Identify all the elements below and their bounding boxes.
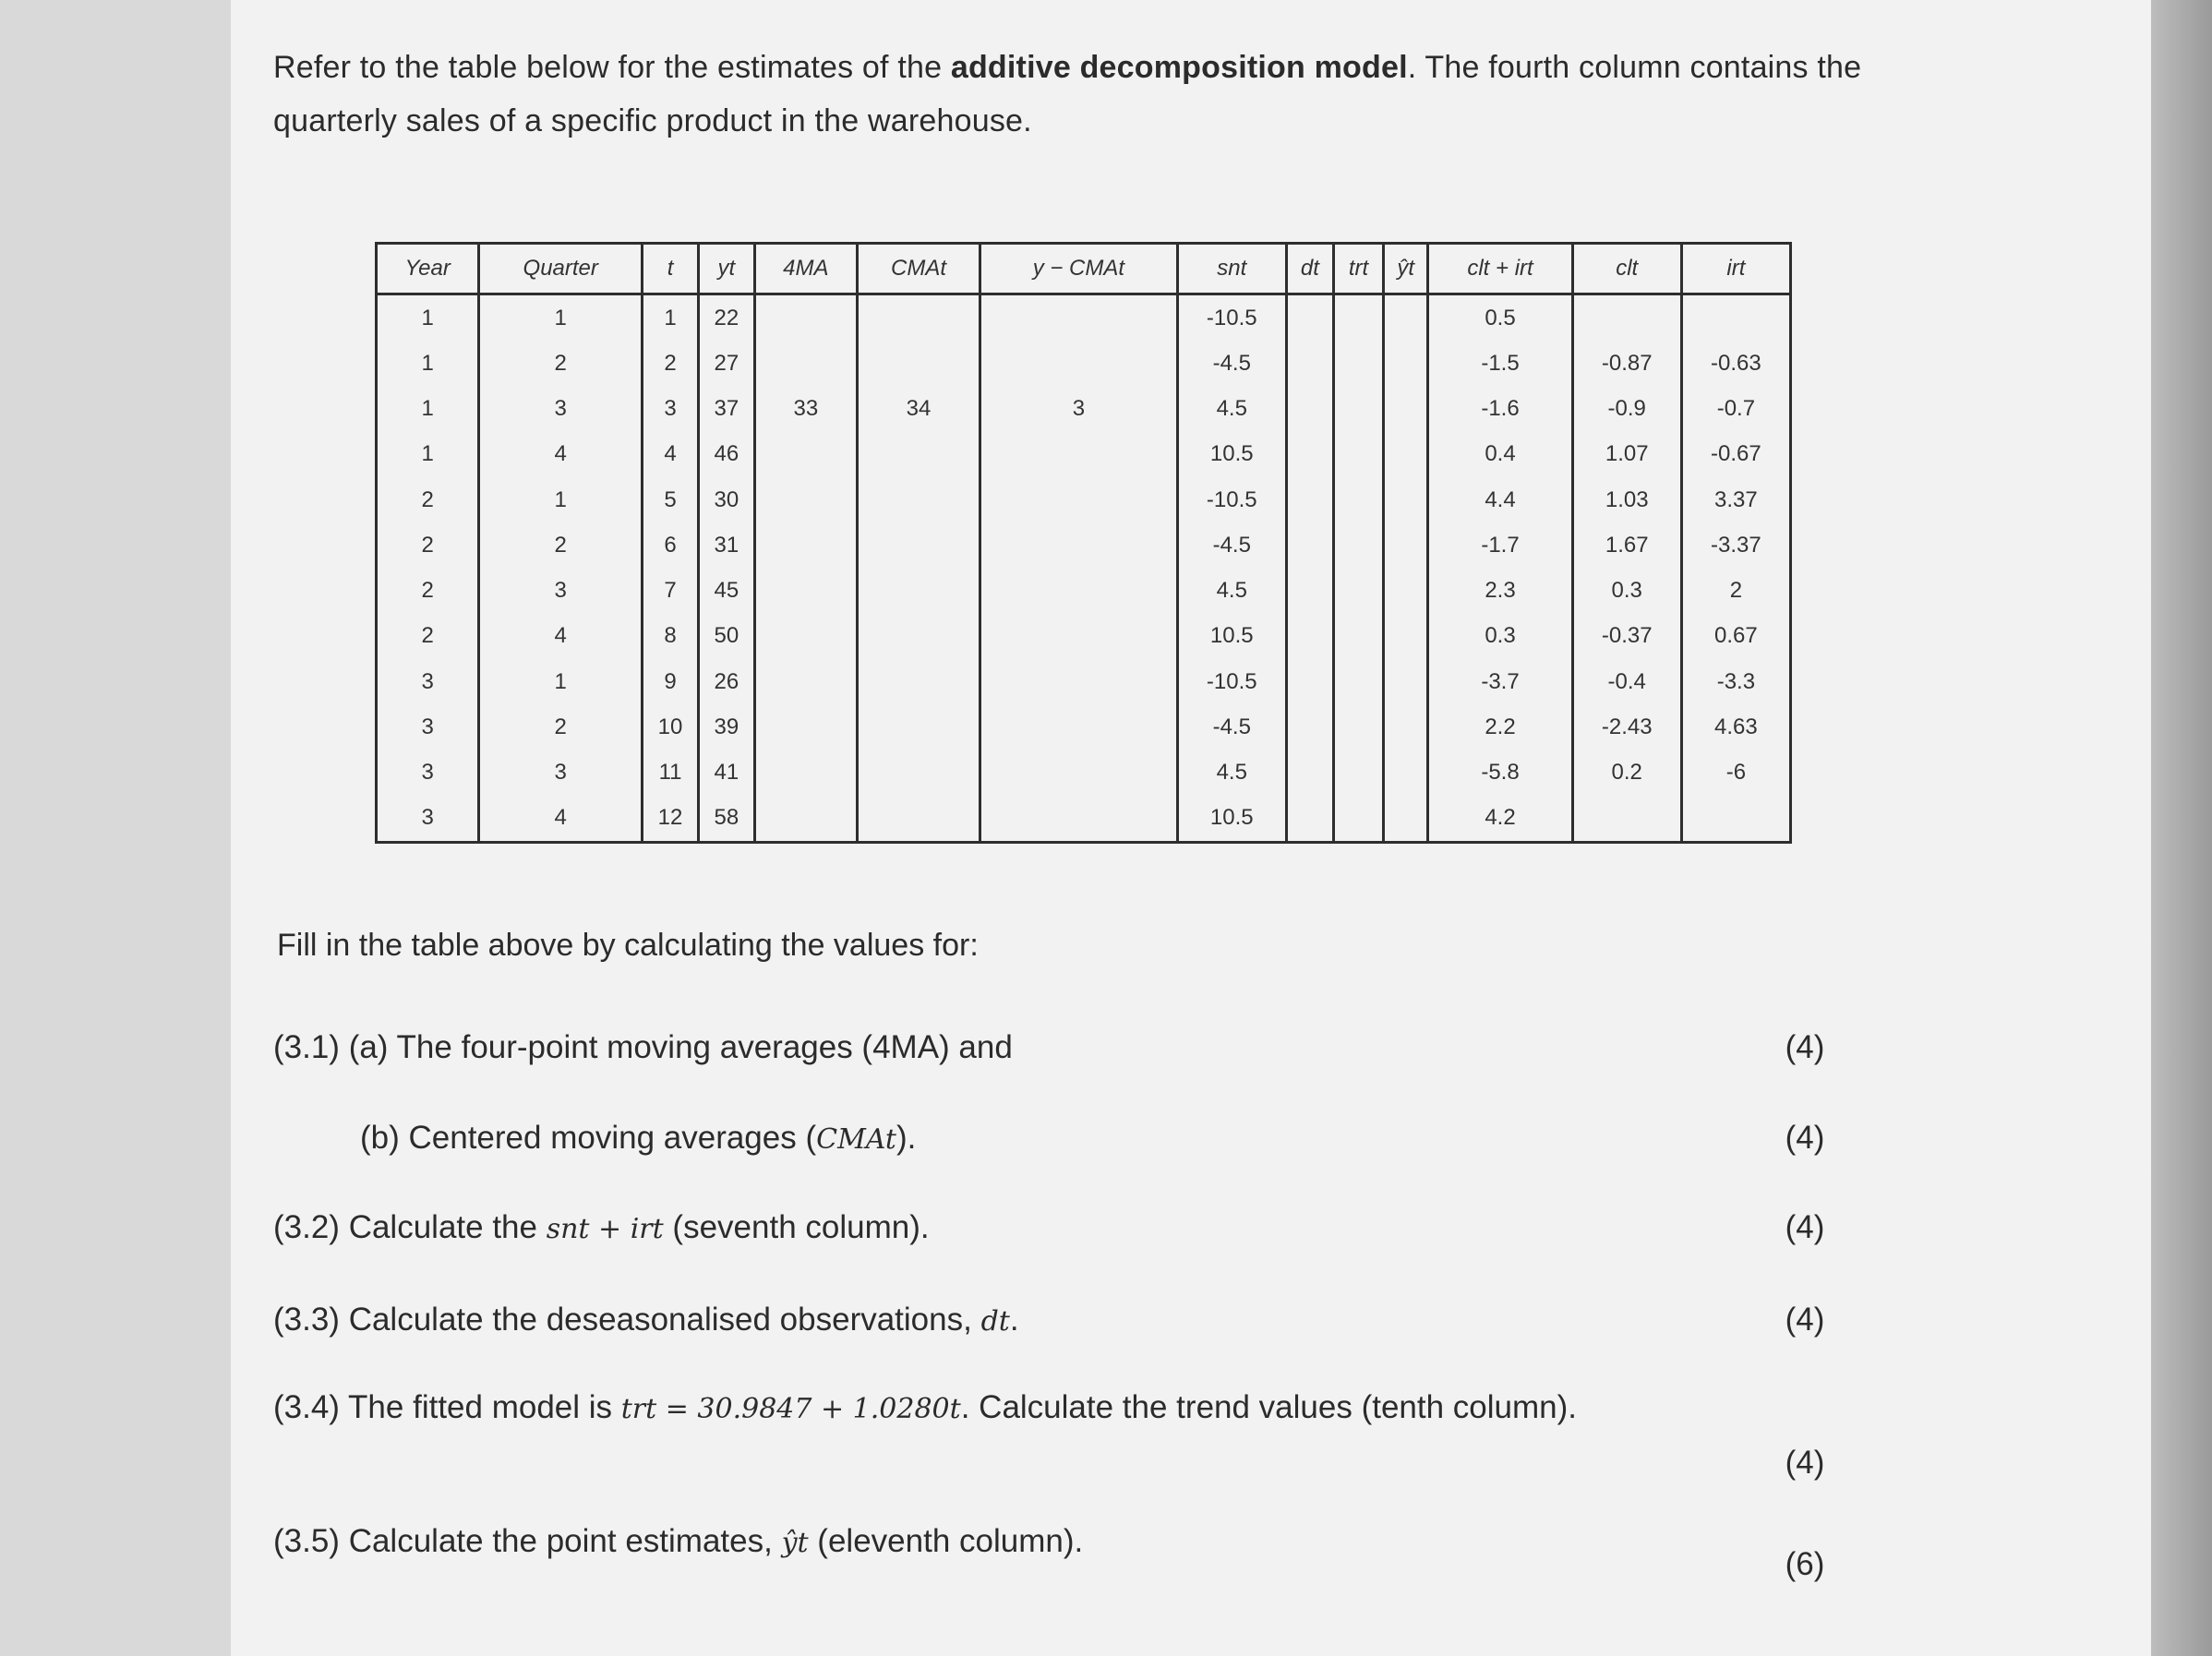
table-cell: -0.7 [1681, 386, 1790, 431]
table-row [377, 386, 1791, 431]
table-cell: 41 [698, 750, 754, 795]
table-cell: 1 [377, 386, 479, 431]
table-cell: 2.3 [1428, 568, 1572, 613]
table-row [377, 432, 1791, 477]
table-row [377, 522, 1791, 568]
table-cell: 1 [479, 477, 643, 522]
table-cell [754, 341, 857, 386]
question-marks: (4) [1785, 1302, 1825, 1338]
table-cell: 4.63 [1681, 704, 1790, 750]
table-cell: -1.6 [1428, 386, 1572, 431]
table-cell [754, 796, 857, 843]
question-text-end: . Calculate the trend values (tenth column). [960, 1389, 1578, 1425]
table-cell [858, 294, 980, 342]
table-cell: 0.3 [1572, 568, 1681, 613]
column-header: CMAt [858, 244, 980, 294]
table-cell: 2 [479, 522, 643, 568]
table-cell: 3 [643, 386, 699, 431]
table-cell: 3 [377, 796, 479, 843]
table-cell: 1 [479, 659, 643, 704]
column-header: trt [1334, 244, 1384, 294]
table-cell: -4.5 [1177, 704, 1286, 750]
table-cell: 33 [754, 386, 857, 431]
table-row [377, 659, 1791, 704]
table-row [377, 294, 1791, 342]
table-cell: 7 [643, 568, 699, 613]
table-cell: -10.5 [1177, 294, 1286, 342]
table-cell [754, 432, 857, 477]
question-marks: (4) [1785, 1209, 1825, 1245]
table-cell: 31 [698, 522, 754, 568]
question-4 [273, 1292, 1713, 1350]
question-3 [273, 1200, 1713, 1257]
table-cell: -4.5 [1177, 341, 1286, 386]
table-cell: 3 [377, 659, 479, 704]
table-cell: 1.67 [1572, 522, 1681, 568]
question-text: (3.2) Calculate the [273, 1209, 547, 1245]
table-cell: -2.43 [1572, 704, 1681, 750]
table-cell: -4.5 [1177, 522, 1286, 568]
table-cell [858, 614, 980, 659]
table-cell: 0.2 [1572, 750, 1681, 795]
table-cell: 2 [479, 704, 643, 750]
question-text-end: (seventh column). [663, 1209, 930, 1245]
table-cell: -3.3 [1681, 659, 1790, 704]
table-cell: 2 [377, 477, 479, 522]
question-marks: (4) [1785, 1120, 1825, 1156]
table-cell: 10.5 [1177, 796, 1286, 843]
table-cell: -0.87 [1572, 341, 1681, 386]
table-cell [858, 704, 980, 750]
question-math: ŷt [781, 1527, 809, 1559]
column-header: irt [1681, 244, 1790, 294]
question-1 [273, 1020, 1713, 1077]
column-header: snt [1177, 244, 1286, 294]
table-cell [858, 659, 980, 704]
table-body [377, 294, 1791, 843]
table-cell: 34 [858, 386, 980, 431]
table-cell: 3 [479, 386, 643, 431]
table-cell [1286, 659, 1333, 704]
table-cell: 2.2 [1428, 704, 1572, 750]
column-header: clt + irt [1428, 244, 1572, 294]
table-cell: 4.5 [1177, 568, 1286, 613]
table-cell [754, 704, 857, 750]
table-cell [754, 659, 857, 704]
table-cell [1383, 796, 1427, 843]
table-cell [1383, 522, 1427, 568]
table-cell: 2 [643, 341, 699, 386]
table-cell: 50 [698, 614, 754, 659]
table-cell [1383, 704, 1427, 750]
table-cell: 9 [643, 659, 699, 704]
table-cell: 12 [643, 796, 699, 843]
table-cell [1572, 796, 1681, 843]
table-cell: 1 [377, 341, 479, 386]
table-cell [1286, 704, 1333, 750]
table-cell: 1.03 [1572, 477, 1681, 522]
table-cell: 4 [479, 432, 643, 477]
intro-bold-term: additive decomposition model [950, 50, 1408, 85]
table-cell: 1 [643, 294, 699, 342]
table-cell: 2 [1681, 568, 1790, 613]
question-text: (3.3) Calculate the deseasonalised observations, [273, 1302, 981, 1338]
table-cell [754, 568, 857, 613]
table-cell [1334, 750, 1384, 795]
table-cell: -3.7 [1428, 659, 1572, 704]
table-cell [1334, 386, 1384, 431]
table-cell [1681, 294, 1790, 342]
table-row [377, 796, 1791, 843]
table-cell [1286, 341, 1333, 386]
table-cell [1572, 294, 1681, 342]
table-cell [980, 522, 1178, 568]
table-cell: -0.37 [1572, 614, 1681, 659]
table-cell [980, 294, 1178, 342]
table-cell [1383, 432, 1427, 477]
table-cell [754, 477, 857, 522]
column-header: 4MA [754, 244, 857, 294]
question-text-end: ). [896, 1120, 917, 1156]
column-header: ŷt [1383, 244, 1427, 294]
table-cell: 4.4 [1428, 477, 1572, 522]
question-math: dt [980, 1305, 1010, 1338]
screen-bezel [2151, 0, 2212, 1656]
table-cell: 3.37 [1681, 477, 1790, 522]
table-cell: -5.8 [1428, 750, 1572, 795]
table-cell: 3 [479, 568, 643, 613]
table-cell [1334, 614, 1384, 659]
table-cell [1334, 341, 1384, 386]
table-cell: 3 [377, 704, 479, 750]
question-text-end: (eleventh column). [808, 1523, 1084, 1559]
table-row [377, 568, 1791, 613]
table-cell: 2 [479, 341, 643, 386]
table-cell: 27 [698, 341, 754, 386]
table-cell [1286, 796, 1333, 843]
intro-paragraph [273, 41, 1935, 148]
column-header: Year [377, 244, 479, 294]
question-text: (3.5) Calculate the point estimates, [273, 1523, 782, 1559]
table-row [377, 704, 1791, 750]
table-cell [980, 796, 1178, 843]
table-cell [980, 568, 1178, 613]
table-cell [754, 614, 857, 659]
table-cell: 2 [377, 568, 479, 613]
table-cell [1383, 477, 1427, 522]
table-cell: 46 [698, 432, 754, 477]
table-cell: 10.5 [1177, 432, 1286, 477]
table-cell [858, 477, 980, 522]
table-cell [1334, 477, 1384, 522]
table-cell [1383, 386, 1427, 431]
table-cell [858, 341, 980, 386]
table-cell [858, 796, 980, 843]
table-cell: 3 [980, 386, 1178, 431]
table-cell [980, 477, 1178, 522]
table-cell: 26 [698, 659, 754, 704]
table-cell: 1 [377, 294, 479, 342]
table-cell: 6 [643, 522, 699, 568]
table-cell [980, 341, 1178, 386]
table-cell [858, 568, 980, 613]
table-cell [1286, 432, 1333, 477]
table-cell: -0.9 [1572, 386, 1681, 431]
question-text: (3.1) (a) The four-point moving averages (4MA) and [273, 1029, 1013, 1065]
table-cell: 4.5 [1177, 386, 1286, 431]
table-row [377, 341, 1791, 386]
table-cell: 4 [479, 614, 643, 659]
question-6 [273, 1514, 1713, 1571]
question-text-end: . [1009, 1302, 1019, 1338]
table-cell: 1 [377, 432, 479, 477]
table-cell: 1.07 [1572, 432, 1681, 477]
table-cell [1286, 386, 1333, 431]
table-cell: 2 [377, 522, 479, 568]
table-cell [1334, 659, 1384, 704]
table-cell: -0.63 [1681, 341, 1790, 386]
table-cell: -3.37 [1681, 522, 1790, 568]
table-cell: 0.3 [1428, 614, 1572, 659]
table-cell: 8 [643, 614, 699, 659]
table-cell [1383, 659, 1427, 704]
table-cell: -1.7 [1428, 522, 1572, 568]
table-cell [1383, 294, 1427, 342]
table-cell: 0.67 [1681, 614, 1790, 659]
question-5 [273, 1380, 1658, 1437]
question-math: CMAt [816, 1123, 896, 1156]
column-header: t [643, 244, 699, 294]
question-marks: (6) [1785, 1546, 1825, 1582]
table-cell: 58 [698, 796, 754, 843]
column-header: y − CMAt [980, 244, 1178, 294]
table-cell [980, 750, 1178, 795]
table-cell [1334, 294, 1384, 342]
table-cell: 2 [377, 614, 479, 659]
table-cell [980, 659, 1178, 704]
table-cell [980, 432, 1178, 477]
table-cell [1286, 568, 1333, 613]
table-cell [858, 522, 980, 568]
table-cell: 37 [698, 386, 754, 431]
column-header: clt [1572, 244, 1681, 294]
table-row [377, 614, 1791, 659]
table-cell: 4.2 [1428, 796, 1572, 843]
table-cell: 30 [698, 477, 754, 522]
table-cell: -0.4 [1572, 659, 1681, 704]
table-cell [754, 522, 857, 568]
table-cell [754, 750, 857, 795]
table-cell [754, 294, 857, 342]
table-cell: -0.67 [1681, 432, 1790, 477]
table-cell [1334, 568, 1384, 613]
table-cell [1383, 568, 1427, 613]
table-cell: 11 [643, 750, 699, 795]
table-cell [980, 614, 1178, 659]
table-cell: 45 [698, 568, 754, 613]
table-cell: 5 [643, 477, 699, 522]
intro-text-2: . The fourth column contains the quarterly sales of a specific product in the warehouse. [273, 50, 1862, 138]
table-row [377, 750, 1791, 795]
table-cell [1334, 522, 1384, 568]
table-cell [1286, 522, 1333, 568]
table-cell [1286, 750, 1333, 795]
column-header: Quarter [479, 244, 643, 294]
table-cell: 0.5 [1428, 294, 1572, 342]
question-2 [360, 1110, 1800, 1168]
table-cell [1681, 796, 1790, 843]
question-marks: (4) [1785, 1029, 1825, 1065]
table-cell [1286, 477, 1333, 522]
decomposition-table [375, 242, 1792, 844]
table-cell [1383, 341, 1427, 386]
table-cell: -1.5 [1428, 341, 1572, 386]
table-cell: 4 [479, 796, 643, 843]
table-cell [1383, 750, 1427, 795]
table-cell: 1 [479, 294, 643, 342]
table-cell: 22 [698, 294, 754, 342]
table-cell: 0.4 [1428, 432, 1572, 477]
table-cell: 10.5 [1177, 614, 1286, 659]
column-header: yt [698, 244, 754, 294]
table-cell [1334, 432, 1384, 477]
question-marks: (4) [1785, 1445, 1825, 1481]
table-cell: 4.5 [1177, 750, 1286, 795]
instruction-text: Fill in the table above by calculating the values for: [277, 928, 979, 963]
table-cell: -6 [1681, 750, 1790, 795]
question-math: trt = 30.9847 + 1.0280t [620, 1393, 961, 1425]
table-cell [1334, 796, 1384, 843]
column-header: dt [1286, 244, 1333, 294]
table-cell [1286, 614, 1333, 659]
table-cell [980, 704, 1178, 750]
table-cell [858, 750, 980, 795]
table-cell: -10.5 [1177, 477, 1286, 522]
table-cell [858, 432, 980, 477]
table-cell: 39 [698, 704, 754, 750]
table-row [377, 477, 1791, 522]
question-math: snt + irt [546, 1213, 664, 1245]
question-text: (b) Centered moving averages ( [360, 1120, 817, 1156]
intro-text-1: Refer to the table below for the estimates of the [273, 50, 951, 85]
table-cell: -10.5 [1177, 659, 1286, 704]
table-cell [1334, 704, 1384, 750]
table-cell: 3 [377, 750, 479, 795]
table-cell: 10 [643, 704, 699, 750]
table-cell [1383, 614, 1427, 659]
table-header-row [377, 244, 1791, 294]
table-cell: 4 [643, 432, 699, 477]
table-cell: 3 [479, 750, 643, 795]
question-text: (3.4) The fitted model is [273, 1389, 621, 1425]
table-cell [1286, 294, 1333, 342]
